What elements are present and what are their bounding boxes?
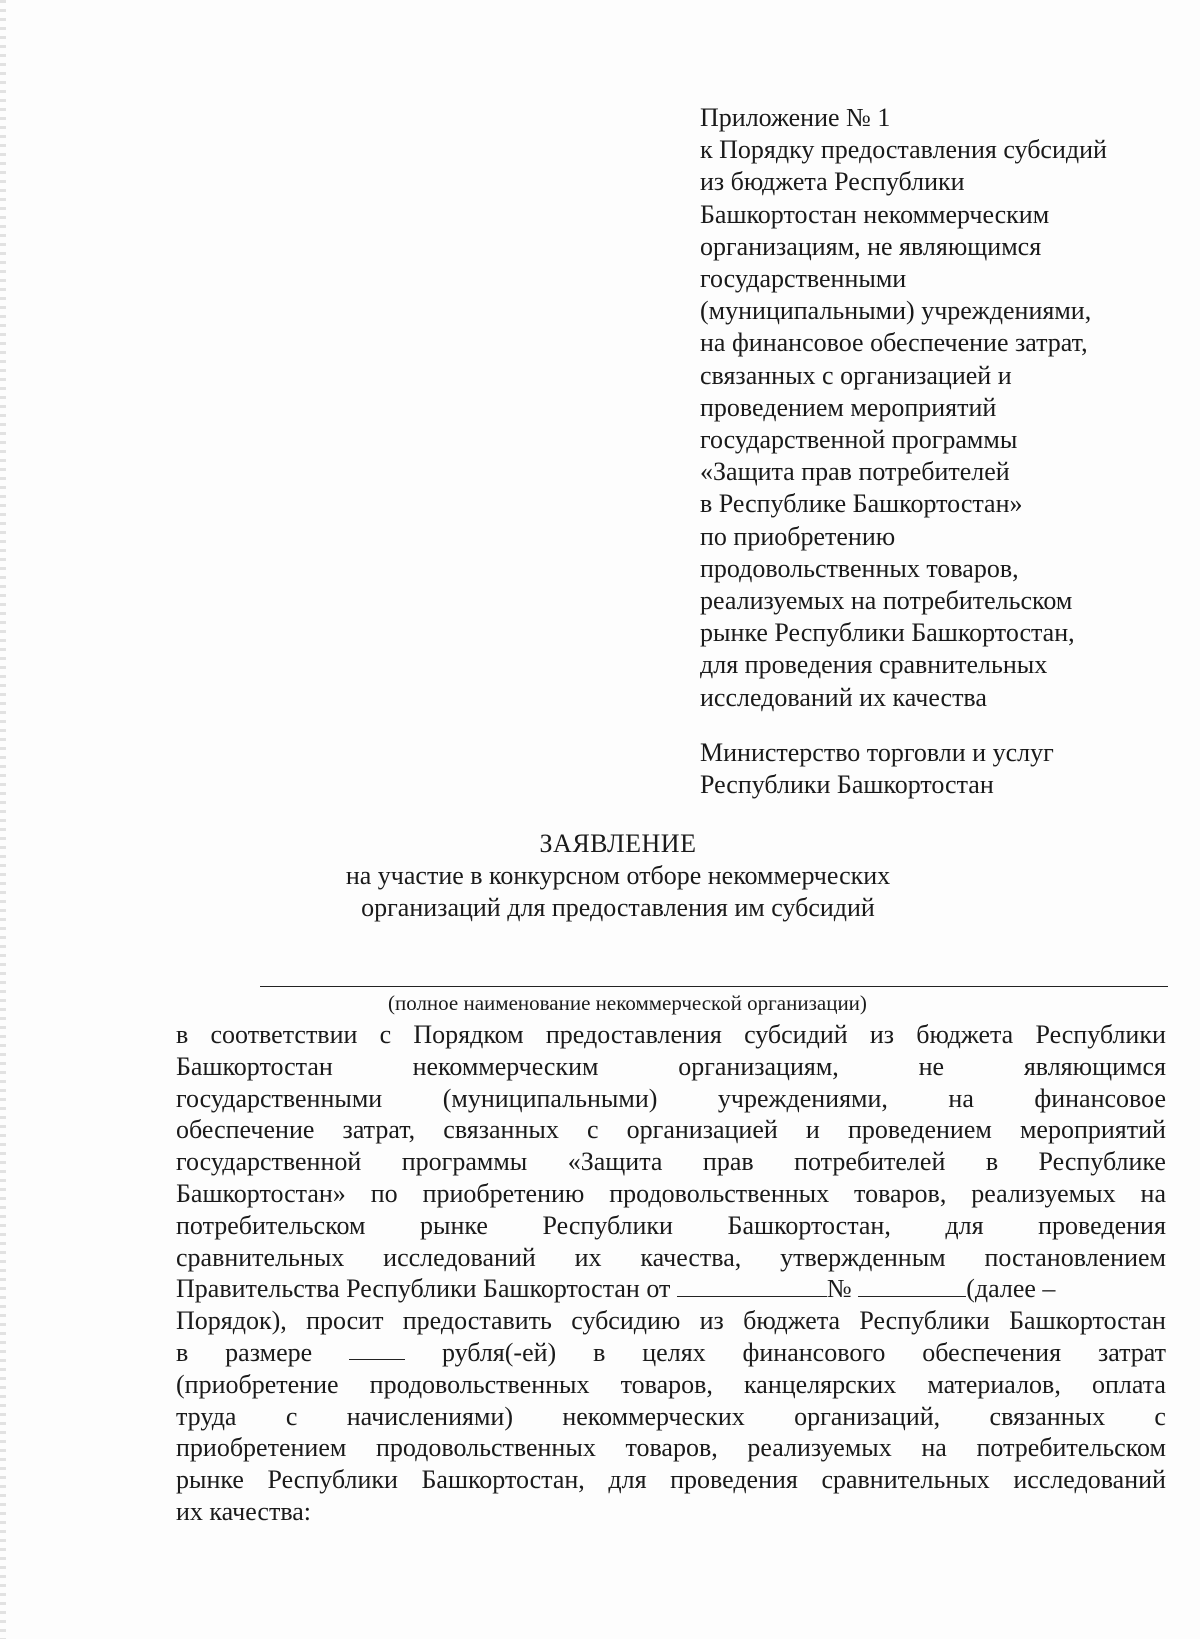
body-line: [176, 1083, 1166, 1115]
body-word: оплата: [1091, 1369, 1166, 1399]
body-word: реализуемых: [971, 1178, 1116, 1208]
appendix-line: рынке Республики Башкортостан,: [700, 618, 1075, 648]
body-word: на: [921, 1433, 947, 1463]
body-word: их: [574, 1242, 602, 1272]
body-line: [176, 1369, 1166, 1401]
body-word: связанных: [989, 1401, 1106, 1431]
body-line: [176, 1432, 1166, 1464]
body-word: (приобретение: [176, 1369, 339, 1399]
body-word: с: [379, 1020, 392, 1049]
body-word: потребителей: [794, 1147, 946, 1177]
body-word: программы: [401, 1147, 528, 1177]
body-word: товаров,: [620, 1369, 713, 1399]
body-word: проведения: [670, 1465, 798, 1495]
body-word: проведением: [847, 1115, 992, 1145]
appendix-line: реализуемых на потребительском: [700, 586, 1073, 616]
scan-edge: [0, 0, 6, 1639]
subsidy-amount-field[interactable]: [349, 1337, 405, 1360]
number-sign: №: [826, 1274, 852, 1304]
body-word: материалов,: [927, 1369, 1061, 1399]
body-word: постановлением: [984, 1242, 1166, 1272]
body-word: реализуемых: [747, 1433, 892, 1463]
body-word: рынке: [176, 1465, 244, 1495]
body-word: приобретением: [176, 1433, 347, 1463]
body-word: в: [593, 1337, 606, 1367]
organization-name-field[interactable]: [260, 986, 1168, 987]
body-word: государственными: [176, 1083, 383, 1113]
body-word: с: [586, 1115, 599, 1145]
body-word: продовольственных: [609, 1178, 830, 1208]
appendix-line: Приложение № 1: [700, 103, 891, 132]
resolution-number-field[interactable]: [858, 1274, 966, 1297]
appendix-line: государственной программы: [700, 425, 1018, 455]
body-word: Республики: [859, 1306, 990, 1336]
body-word: «Защита: [567, 1147, 663, 1177]
body-word: бюджета: [743, 1306, 841, 1336]
body-word: Республики: [1035, 1020, 1166, 1049]
body-word: Башкортостан»: [176, 1178, 346, 1208]
appendix-line: организациям, не являющимся: [700, 231, 1042, 261]
body-line: [176, 1305, 1166, 1337]
body-word: мероприятий: [1019, 1115, 1166, 1145]
appendix-line: связанных с организацией и: [700, 360, 1012, 390]
body-word: качества,: [640, 1242, 742, 1272]
appendix-line: «Защита прав потребителей: [700, 457, 1010, 487]
body-word: государственной: [176, 1147, 362, 1177]
body-word: канцелярских: [744, 1369, 897, 1399]
appendix-line: по приобретению: [700, 521, 896, 551]
body-word: соответствии: [210, 1020, 358, 1049]
resolution-date-field[interactable]: [677, 1274, 827, 1297]
addressee-line: Республики Башкортостан: [700, 770, 994, 799]
appendix-line: в Республике Башкортостан»: [700, 489, 1023, 519]
body-line: [176, 1401, 1166, 1433]
body-word: в: [985, 1147, 999, 1177]
body-word: Башкортостан: [176, 1051, 333, 1081]
document-subtitle-line: организаций для предоставления им субсидий: [361, 893, 875, 922]
body-word: на: [948, 1083, 974, 1113]
body-word: бюджета: [916, 1020, 1014, 1049]
body-line: [176, 1337, 1166, 1369]
appendix-line: Башкортостан некоммерческим: [700, 199, 1050, 229]
body-word: рынке: [420, 1210, 488, 1240]
body-word: труда: [176, 1401, 237, 1431]
body-word: Порядком: [413, 1020, 524, 1049]
body-line: [176, 1051, 1166, 1083]
appendix-line: для проведения сравнительных: [700, 650, 1048, 680]
body-word: из: [869, 1020, 895, 1049]
body-word: Башкортостан,: [727, 1210, 891, 1240]
body-word: связанных: [443, 1115, 559, 1145]
appendix-line: на финансовое обеспечение затрат,: [700, 328, 1088, 358]
application-body: [176, 1019, 1166, 1528]
body-word: потребительском: [976, 1433, 1166, 1463]
body-word: из: [699, 1306, 724, 1336]
body-word: Республике: [1038, 1147, 1166, 1177]
body-word: и: [805, 1115, 820, 1145]
body-word: организаций,: [794, 1401, 941, 1431]
body-word: предоставить: [402, 1306, 552, 1336]
body-word: по: [370, 1178, 398, 1208]
body-word: обеспечения: [922, 1337, 1062, 1367]
body-word: на: [1140, 1178, 1166, 1208]
body-word: проведения: [1038, 1210, 1166, 1240]
body-word: сравнительных: [821, 1465, 990, 1495]
appendix-line: проведением мероприятий: [700, 392, 997, 422]
body-word: с: [285, 1401, 298, 1431]
body-word: (муниципальными): [442, 1083, 658, 1113]
body-word: организациям,: [678, 1051, 839, 1081]
body-word: финансовое: [1034, 1083, 1166, 1113]
body-word: просит: [306, 1306, 384, 1336]
organization-name-caption: (полное наименование некоммерческой организации): [388, 991, 867, 1015]
body-word: Республики: [542, 1210, 673, 1240]
body-word: затрат: [1097, 1337, 1166, 1367]
body-word: сравнительных: [176, 1242, 345, 1272]
body-word: с: [1154, 1401, 1166, 1431]
appendix-line: из бюджета Республики: [700, 167, 965, 197]
body-line: [176, 1242, 1166, 1274]
body-word: обеспечение: [176, 1115, 315, 1145]
body-text-segment: Правительства Республики Башкортостан от: [176, 1274, 671, 1304]
body-word: в: [176, 1337, 189, 1367]
body-line: [176, 1464, 1166, 1496]
body-line: [176, 1210, 1166, 1242]
addressee-line: Министерство торговли и услуг: [700, 738, 1054, 767]
body-line: [176, 1146, 1166, 1178]
appendix-line: продовольственных товаров,: [700, 553, 1019, 583]
body-word: товаров,: [625, 1433, 718, 1463]
body-word: прав: [702, 1147, 754, 1177]
body-word: Башкортостан: [1009, 1306, 1166, 1336]
body-line: их качества:: [176, 1496, 312, 1526]
body-word: начислениями): [346, 1401, 513, 1431]
body-word: организацией: [626, 1115, 778, 1145]
body-word: Республики: [267, 1465, 398, 1495]
body-word: не: [918, 1051, 945, 1081]
body-word: субсидию: [571, 1306, 681, 1336]
appendix-line: к Порядку предоставления субсидий: [700, 135, 1107, 165]
body-word: некоммерческих: [562, 1401, 745, 1431]
body-word: затрат,: [342, 1115, 416, 1145]
body-word: утвержденным: [780, 1242, 946, 1272]
document-title: ЗАЯВЛЕНИЕ: [539, 829, 697, 858]
body-line: [176, 1019, 1166, 1051]
body-word: учреждениями,: [717, 1083, 888, 1113]
body-word: финансового: [742, 1337, 886, 1367]
body-word: Порядок),: [176, 1306, 287, 1336]
appendix-block: [700, 102, 1170, 714]
addressee-block: [700, 737, 1054, 801]
body-word: предоставления: [545, 1020, 722, 1049]
body-word: некоммерческим: [412, 1051, 599, 1081]
body-line: [176, 1114, 1166, 1146]
body-word: продовольственных: [375, 1433, 596, 1463]
body-word: исследований: [1013, 1465, 1166, 1495]
appendix-line: (муниципальными) учреждениями,: [700, 296, 1092, 326]
body-word: для: [945, 1210, 984, 1240]
body-line: [176, 1178, 1166, 1210]
body-word: являющимся: [1023, 1051, 1166, 1081]
body-word: размере: [225, 1337, 313, 1367]
body-word: приобретению: [422, 1178, 585, 1208]
appendix-line: исследований их качества: [700, 682, 987, 712]
body-word: потребительском: [176, 1210, 366, 1240]
appendix-line: государственными: [700, 264, 907, 294]
body-word: Башкортостан,: [421, 1465, 585, 1495]
body-word: для: [608, 1465, 647, 1495]
document-subtitle-line: на участие в конкурсном отборе некоммерческих: [345, 861, 891, 890]
body-word: рубля(-ей): [441, 1337, 557, 1367]
body-text-segment: (далее –: [966, 1274, 1056, 1304]
body-line: [176, 1273, 1166, 1305]
body-word: продовольственных: [369, 1369, 590, 1399]
body-word: субсидий: [744, 1020, 848, 1049]
body-word: целях: [642, 1337, 706, 1367]
body-word: исследований: [383, 1242, 536, 1272]
body-word: в: [176, 1020, 189, 1049]
body-word: товаров,: [854, 1178, 947, 1208]
